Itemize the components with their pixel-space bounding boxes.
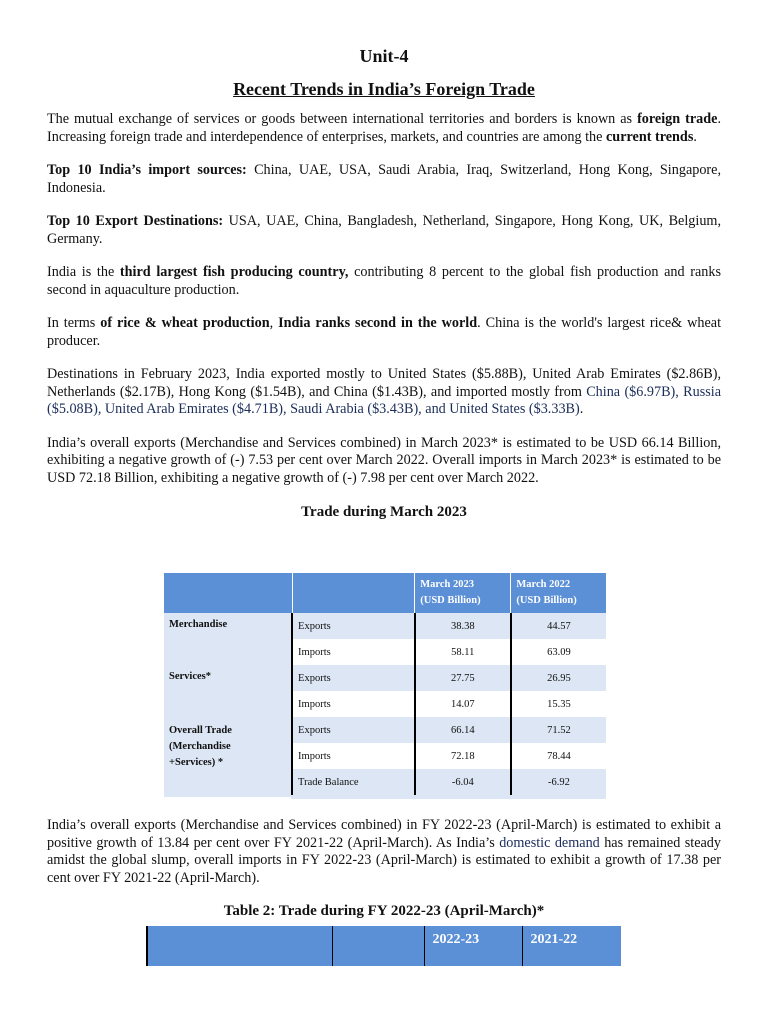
table-row: Services* Exports 27.75 26.95 bbox=[164, 665, 606, 691]
table2-caption: Table 2: Trade during FY 2022-23 (April-March)* bbox=[223, 903, 545, 919]
destinations-paragraph: Destinations in February 2023, India exported mostly to United States ($5.88B), United Arab Emirates ($2.86B), Netherlands ($2.17B), Hong Kong ($1.54B), and China ($1.43B), and imported mostly from China ($6.97B), Russia ($5.08B), United Arab Emirates ($4.71B), Saudi Arabia ($3.43B), and United States ($3.33B). bbox=[47, 366, 722, 417]
export-destinations-paragraph: Top 10 Export Destinations: USA, UAE, China, Bangladesh, Netherland, Singapore, Hong Kong, UK, Belgium, Germany. bbox=[47, 213, 721, 247]
table1-caption: Trade during March 2023 bbox=[301, 504, 467, 520]
fy-section bbox=[47, 817, 721, 921]
col-header-march-2022: March 2022 (USD Billion) bbox=[511, 573, 606, 613]
category-merchandise: Merchandise bbox=[164, 613, 292, 665]
table-row: Merchandise Exports 38.38 44.57 bbox=[164, 613, 606, 639]
import-sources-paragraph: Top 10 India’s import sources: China, UAE, USA, Saudi Arabia, Iraq, Switzerland, Hong Kong, Singapore, Indonesia. bbox=[47, 162, 721, 196]
category-overall-trade: Overall Trade (Merchandise +Services) * bbox=[164, 717, 292, 797]
col-header-march-2023: March 2023 (USD Billion) bbox=[415, 573, 511, 613]
table-header-row bbox=[147, 926, 621, 966]
col-header-2021-22: 2021-22 bbox=[522, 926, 621, 966]
rice-wheat-paragraph: In terms of rice & wheat production, India ranks second in the world. China is the world's largest rice& wheat producer. bbox=[47, 315, 722, 349]
col-header-2022-23: 2022-23 bbox=[424, 926, 522, 966]
table-row: Imports 72.18 78.44 bbox=[164, 743, 606, 769]
page-title: Recent Trends in India’s Foreign Trade bbox=[233, 79, 535, 99]
fish-paragraph: India is the third largest fish producing country, contributing 8 percent to the global fish production and ranks second in aquaculture production. bbox=[47, 264, 722, 298]
table-row: Imports 14.07 15.35 bbox=[164, 691, 606, 717]
document-page bbox=[47, 44, 721, 522]
category-services: Services* bbox=[164, 665, 292, 717]
march-trade-table bbox=[164, 573, 606, 799]
table-row: Trade Balance -6.04 -6.92 bbox=[164, 769, 606, 797]
unit-heading: Unit-4 bbox=[359, 46, 409, 66]
fy-overall-paragraph: India’s overall exports (Merchandise and Services combined) in FY 2022-23 (April-March) is estimated to exhibit a positive growth of 13.84 per cent over FY 2021-22 (April-March). As India’s domestic demand has remained steady amidst the global slump, overall imports in FY 2022-23 (April-March) is estimated to exhibit a growth of 17.38 per cent over FY 2021-22 (April-March). bbox=[47, 817, 721, 886]
march-overall-paragraph: India’s overall exports (Merchandise and Services combined) in March 2023* is estimated to be USD 66.14 Billion, exhibiting a negative growth of (-) 7.53 per cent over March 2022. Overall imports in March 2023* is estimated to be USD 72.18 Billion, exhibiting a negative growth of (-) 7.98 per cent over March 2022. bbox=[47, 434, 721, 486]
intro-paragraph: The mutual exchange of services or goods between international territories and borders is known as foreign trade. Increasing foreign trade and interdependence of enterprises, markets, and countries are among the current trends. bbox=[47, 111, 721, 145]
fy-trade-table bbox=[146, 926, 621, 966]
table-row: Imports 58.11 63.09 bbox=[164, 639, 606, 665]
table-row: Overall Trade (Merchandise +Services) * Exports 66.14 71.52 bbox=[164, 717, 606, 743]
table-header-row bbox=[164, 573, 606, 613]
